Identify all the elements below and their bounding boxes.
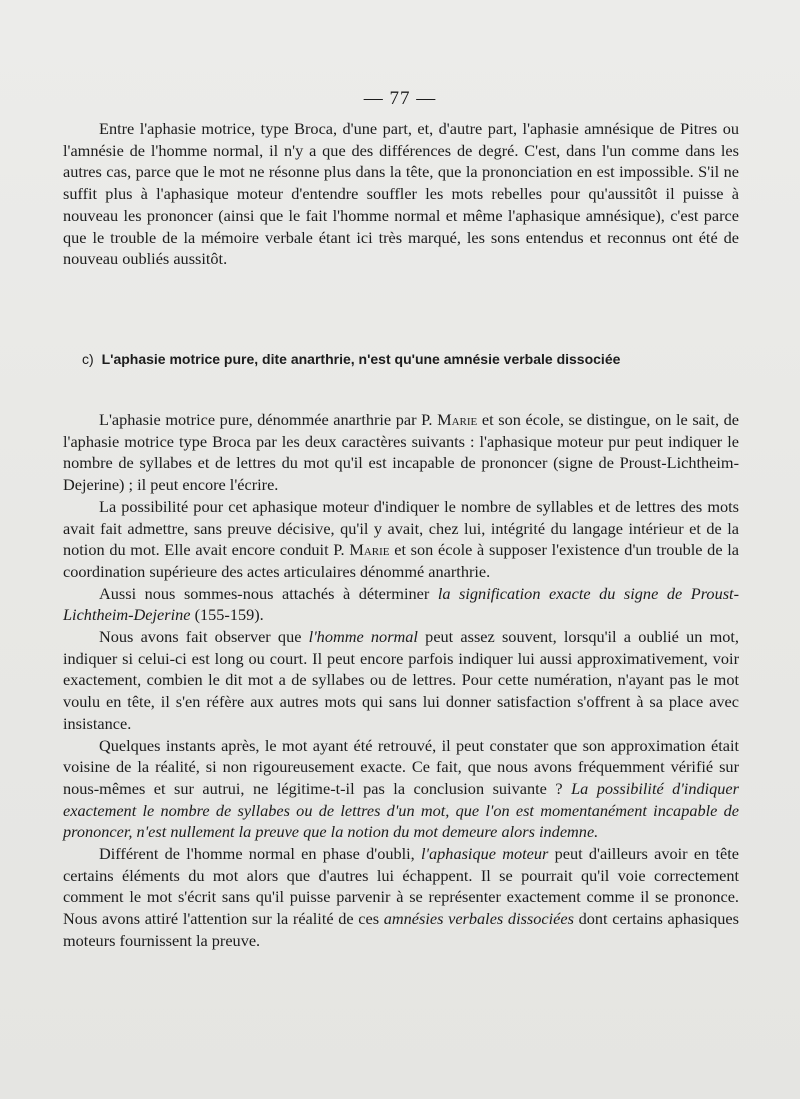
paragraph-3-italic: la signification exacte du signe de Proust-Lichtheim-Dejerine: [63, 583, 739, 625]
paragraph-5-italic: La possibilité d'indiquer exactement le nombre de syllabes ou de lettres d'un mot, que l'on est momentanément incapable de prononcer, n'est nullement la preuve que la notion du mot demeure alors indemne.: [63, 778, 739, 842]
section-title: L'aphasie motrice pure, dite anarthrie, n'est qu'une amnésie verbale dissociée: [101, 351, 621, 367]
paragraph-1-text-a: L'aphasie motrice pure, dénommée anarthrie par P.: [99, 410, 433, 429]
paragraph-3: [63, 583, 739, 626]
section-label: c): [82, 351, 94, 367]
paragraph-4-text-b: peut assez souvent, lorsqu'il a oublié un mot, indiquer si celui-ci est long ou court. Il peut encore parfois indiquer lui aussi approximativement, voir exactement, combien le dit mot a de syllabes ou de lettres. Pour cette numération, n'ayant pas le mot voulu en tête, il s'en réfère aux autres mots qui sans lui donner satisfaction s'offrent à sa place avec insistance.: [63, 627, 740, 733]
paragraph-2: [63, 496, 739, 583]
section-heading: [82, 351, 742, 367]
paragraph-1: [63, 409, 739, 496]
paragraph-3-text-a: Aussi nous sommes-nous attachés à déterminer: [99, 583, 430, 603]
paragraph-4-italic: l'homme normal: [308, 627, 418, 647]
paragraph-6-text-b: peut d'ailleurs avoir en tête certains éléments du mot alors que d'autres lui échappent. Il se pourrait qu'il voie correctement comment le mot s'écrit sans qu'il puisse parvenir à se représenter exactement comme il se prononce. Nous avons attiré l'attention sur la réalité de ces: [63, 844, 739, 929]
paragraph-2-text-a: La possibilité pour cet aphasique moteur d'indiquer le nombre de syllables et de lettres des mots avait fait admettre, sans preuve décisive, qu'il y avait, chez lui, intégrité du langage intérieur et de la notion du mot. Elle avait encore conduit P.: [63, 496, 739, 560]
author-name: Marie: [437, 410, 478, 429]
paragraph-1-text-b: et son école, se distingue, on le sait, de l'aphasie motrice type Broca par les deux caractères suivants : l'aphasique moteur pur peut indiquer le nombre de syllabes et de lettres du mot qu'il est incapable de prononcer (signe de Proust-Lichtheim-Dejerine) ; il peut encore l'écrire.: [63, 410, 739, 495]
page-number: — 77 —: [363, 88, 437, 109]
paragraph-4: [63, 626, 739, 735]
paragraph-6-italic-2: amnésies verbales dissociées: [383, 909, 574, 929]
paragraph-6-text-c: dont certains aphasiques moteurs fournissent la preuve.: [63, 909, 739, 950]
intro-paragraph: Entre l'aphasie motrice, type Broca, d'une part, et, d'autre part, l'aphasie amnésique de Pitres ou l'amnésie de l'homme normal, il n'y a que des différences de degré. C'est, dans l'un comme dans les autres cas, parce que le mot ne résonne plus dans la tête, que la prononciation en est impossible. S'il ne suffit plus à l'aphasique moteur d'entendre souffler les mots rebelles pour qu'aussitôt il puisse à nouveau les prononcer (ainsi que le fait l'homme normal et même l'aphasique amnésique), c'est parce que le trouble de la mémoire verbale étant ici très marqué, les sons entendus et reconnus ont été de nouveau oubliés aussitôt.: [63, 119, 739, 269]
paragraph-3-reference: (155-159).: [194, 605, 264, 625]
body-block: [63, 409, 739, 952]
intro-block: [63, 118, 739, 270]
paragraph-6-italic-1: l'aphasique moteur: [421, 844, 549, 864]
author-name: Marie: [349, 540, 390, 560]
paragraph-5: [63, 735, 739, 844]
paragraph-6: [63, 843, 739, 952]
paragraph-5-text-a: Quelques instants après, le mot ayant été retrouvé, il peut constater que son approximation était voisine de la réalité, si non rigoureusement exacte. Ce fait, que nous avons fréquemment vérifié sur nous-mêmes et sur autrui, ne légitime-t-il pas la conclusion suivante ?: [63, 735, 739, 798]
paragraph-2-text-b: et son école à supposer l'existence d'un trouble de la coordination supérieure des actes articulaires dénommé anarthrie.: [63, 540, 740, 581]
paragraph-6-text-a: Différent de l'homme normal en phase d'oubli,: [99, 844, 415, 864]
paragraph-4-text-a: Nous avons fait observer que: [99, 627, 302, 647]
